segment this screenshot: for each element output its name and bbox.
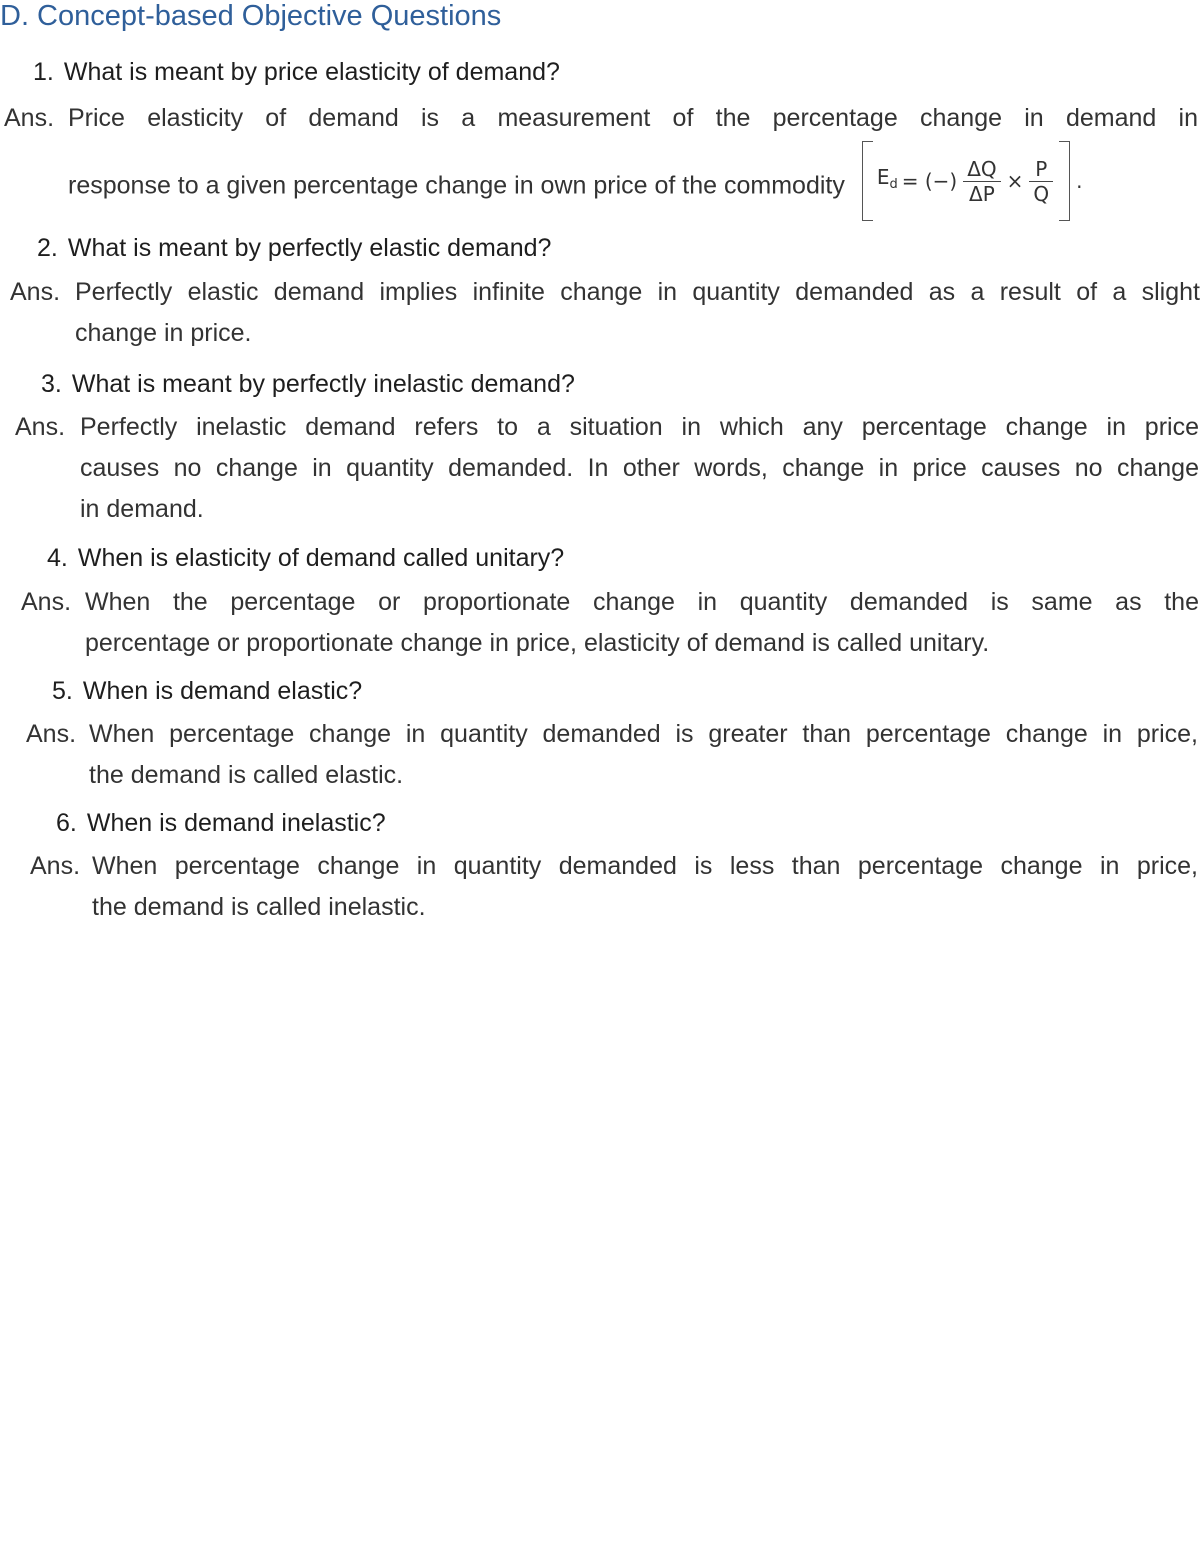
question-text: What is meant by price elasticity of demand? bbox=[63, 58, 560, 86]
answer-6 bbox=[30, 846, 1198, 928]
question-6 bbox=[56, 809, 386, 838]
formula-lhs: $E_d$ bbox=[876, 165, 898, 192]
answer-5 bbox=[26, 714, 1198, 796]
question-number: 6. bbox=[56, 809, 77, 837]
answer-text-line: causes no change in quantity demanded. In other words, change in price causes no change bbox=[80, 454, 1199, 482]
right-bracket bbox=[1059, 141, 1070, 221]
answer-text-line: percentage or proportionate change in price, elasticity of demand is called unitary. bbox=[85, 629, 990, 657]
answer-label: Ans. bbox=[15, 413, 66, 441]
question-4 bbox=[47, 544, 564, 573]
answer-text-line: When percentage change in quantity demanded is greater than percentage change in price, bbox=[89, 720, 1198, 748]
answer-4 bbox=[21, 582, 1199, 664]
question-text: When is demand inelastic? bbox=[86, 809, 386, 837]
question-number: 2. bbox=[37, 234, 58, 262]
answer-label: Ans. bbox=[26, 720, 77, 748]
answer-2 bbox=[10, 272, 1200, 354]
question-2 bbox=[37, 234, 551, 263]
answer-text-line: Perfectly inelastic demand refers to a situation in which any percentage change in price bbox=[80, 413, 1199, 441]
formula-equals: = (−) bbox=[901, 168, 958, 193]
answer-text-line: Price elasticity of demand is a measurement of the percentage change in demand in bbox=[68, 104, 1198, 132]
question-number: 1. bbox=[33, 58, 54, 86]
question-number: 3. bbox=[41, 370, 62, 398]
question-number: 4. bbox=[47, 544, 68, 572]
left-bracket bbox=[862, 141, 873, 221]
formula-fraction-p-q: $\frac{P}{Q}$ bbox=[1029, 157, 1053, 206]
formula-fraction-dq-dp: $\frac{\Delta Q}{\Delta P}$ bbox=[963, 157, 1000, 206]
question-text: What is meant by perfectly elastic demand? bbox=[67, 234, 552, 262]
answer-text-line: response to a given percentage change in own price of the commodity bbox=[68, 171, 845, 200]
answer-text-line: When the percentage or proportionate change in quantity demanded is same as the bbox=[85, 588, 1199, 616]
question-text: When is demand elastic? bbox=[82, 677, 363, 705]
section-heading: D. Concept-based Objective Questions bbox=[0, 0, 502, 32]
answer-text-line: Perfectly elastic demand implies infinite change in quantity demanded as a result of a slight bbox=[75, 278, 1200, 306]
elasticity-formula bbox=[862, 141, 1083, 221]
answer-1 bbox=[4, 98, 1198, 227]
formula-period: . bbox=[1076, 168, 1083, 193]
answer-label: Ans. bbox=[4, 104, 55, 132]
question-number: 5. bbox=[52, 677, 73, 705]
question-3 bbox=[41, 370, 575, 399]
question-text: What is meant by perfectly inelastic demand? bbox=[71, 370, 575, 398]
answer-label: Ans. bbox=[21, 588, 72, 616]
answer-text-line: When percentage change in quantity demanded is less than percentage change in price, bbox=[92, 852, 1198, 880]
answer-text-line: change in price. bbox=[75, 319, 252, 347]
answer-text-line: the demand is called elastic. bbox=[89, 761, 404, 789]
answer-text-line: in demand. bbox=[80, 495, 204, 523]
formula-times: × bbox=[1006, 168, 1024, 193]
answer-text-line: the demand is called inelastic. bbox=[92, 893, 426, 921]
question-text: When is elasticity of demand called unitary? bbox=[77, 544, 565, 572]
answer-formula-line bbox=[68, 147, 1198, 227]
question-1 bbox=[33, 58, 560, 87]
answer-label: Ans. bbox=[10, 278, 61, 306]
answer-label: Ans. bbox=[30, 852, 81, 880]
answer-3 bbox=[15, 407, 1199, 530]
question-5 bbox=[52, 677, 362, 706]
